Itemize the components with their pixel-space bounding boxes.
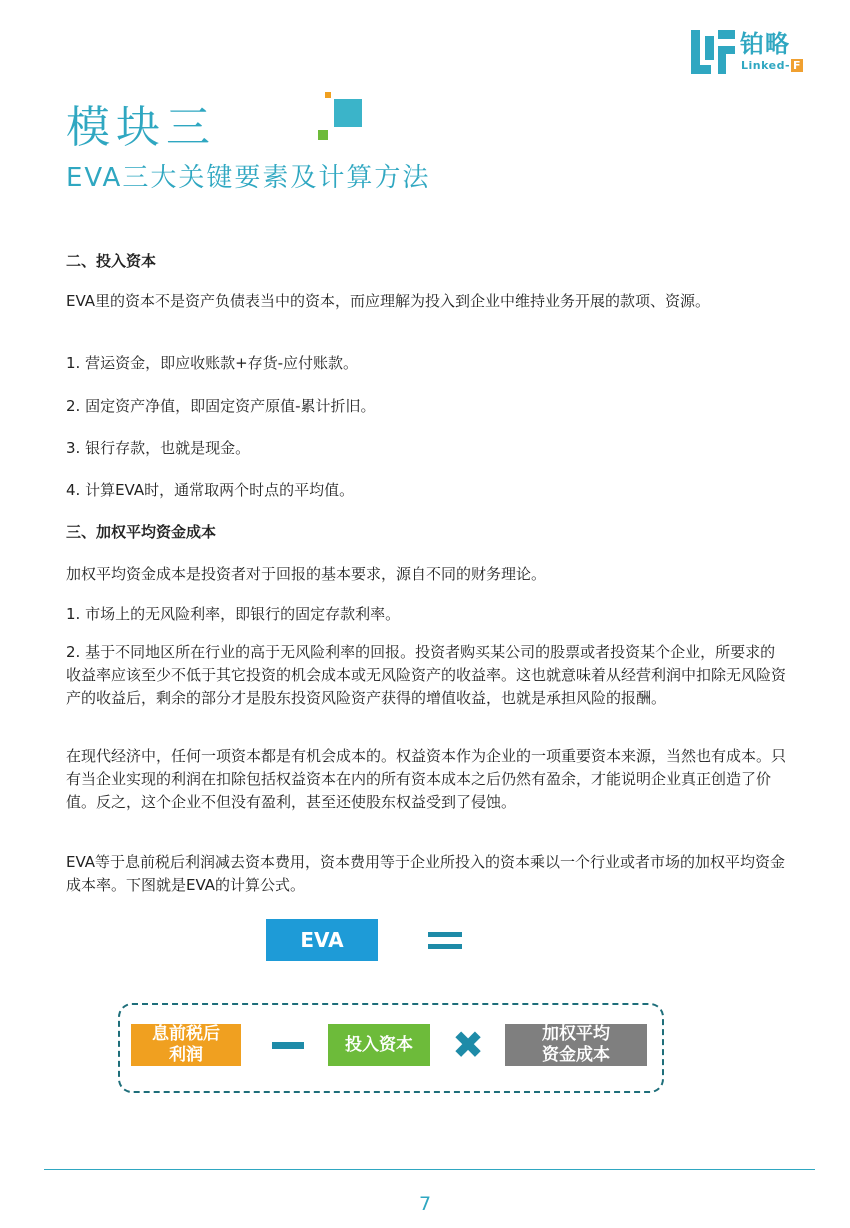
section2-intro: EVA里的资本不是资产负债表当中的资本，而应理解为投入到企业中维持业务开展的款项、资源。: [66, 292, 711, 310]
equals-icon: [428, 932, 462, 950]
section-heading-invested-capital: 二、投入资本: [66, 252, 157, 270]
formula-invested-capital-box: 投入资本: [328, 1024, 430, 1066]
logo-mark-icon: [691, 30, 735, 74]
section2-item-1: 1. 营运资金，即应收账款+存货-应付账款。: [66, 354, 359, 372]
page-number: 7: [418, 1193, 432, 1215]
decor-square-teal: [334, 99, 362, 127]
module-subtitle: EVA三大关键要素及计算方法: [66, 163, 431, 193]
section2-item-2: 2. 固定资产净值，即固定资产原值-累计折旧。: [66, 397, 376, 415]
section3-paragraph-1: 在现代经济中，任何一项资本都是有机会成本的。权益资本作为企业的一项重要资本来源，当然也有成本。只有当企业实现的利润在扣除包括权益资本在内的所有资本成本之后仍然有盈余，才能说明企业真正创造了价值。反之，这个企业不但没有盈利，甚至还使股东权益受到了侵蚀。: [66, 747, 787, 811]
brand-name: 铂略: [740, 30, 790, 58]
section-heading-wacc: 三、加权平均资金成本: [66, 523, 217, 541]
multiply-icon: ✖: [452, 1023, 484, 1067]
minus-icon: [272, 1042, 304, 1049]
brand-name-en: Linked- F: [741, 59, 802, 72]
section3-item-2: 2. 基于不同地区所在行业的高于无风险利率的回报。投资者购买某公司的股票或者投资某个企业，所要求的收益率应该至少不低于其它投资的机会成本或无风险资产的收益率。这也就意味着从经营利润中扣除无风险资产的收益后，剩余的部分才是股东投资风险资产获得的增值收益，也就是承担风险的报酬。: [66, 643, 787, 707]
module-title: 模块三: [66, 102, 216, 153]
section2-item-3: 3. 银行存款，也就是现金。: [66, 439, 251, 457]
decor-square-green: [318, 130, 328, 140]
section3-item-1: 1. 市场上的无风险利率，即银行的固定存款利率。: [66, 605, 401, 623]
decor-square-orange: [325, 92, 331, 98]
formula-eva-box: EVA: [266, 919, 378, 961]
formula-wacc-box: 加权平均 资金成本: [505, 1024, 647, 1066]
section2-item-4: 4. 计算EVA时，通常取两个时点的平均值。: [66, 481, 355, 499]
section3-paragraph-2: EVA等于息前税后利润减去资本费用，资本费用等于企业所投入的资本乘以一个行业或者市场的加权平均资金成本率。下图就是EVA的计算公式。: [66, 853, 786, 894]
formula-nopat-box: 息前税后 利润: [131, 1024, 241, 1066]
section3-intro: 加权平均资金成本是投资者对于回报的基本要求，源自不同的财务理论。: [66, 565, 547, 583]
footer-divider: [44, 1169, 815, 1170]
brand-logo: [691, 30, 811, 74]
